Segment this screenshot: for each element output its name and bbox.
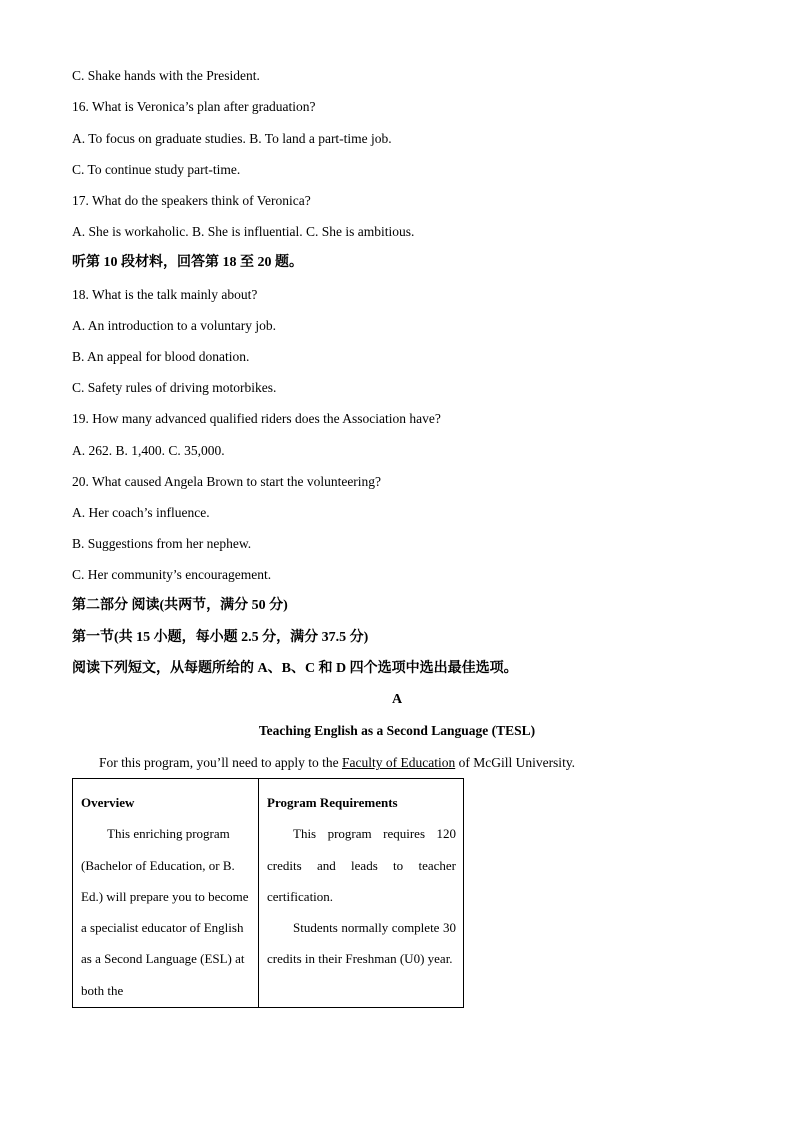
reading-instruction: 阅读下列短文，从每题所给的 A、B、C 和 D 四个选项中选出最佳选项。: [72, 661, 518, 676]
overview-text: This enriching program (Bachelor of Education, or B. Ed.) will prepare you to become a specialist educator of English as a Second Language (ESL) at both the: [81, 826, 249, 998]
section-instruction-10: 听第 10 段材料，回答第 18 至 20 题。: [72, 255, 303, 270]
option-20-a: A. Her coach’s influence.: [72, 505, 210, 520]
question-17: 17. What do the speakers think of Veronica?: [72, 193, 311, 208]
section-one-heading: 第一节(共 15 小题，每小题 2.5 分，满分 37.5 分): [72, 630, 369, 645]
option-18-c: C. Safety rules of driving motorbikes.: [72, 380, 277, 395]
intro-text-before: For this program, you’ll need to apply to the: [99, 755, 342, 770]
requirements-para-2: Students normally complete 30 credits in their Freshman (U0) year.: [267, 920, 456, 967]
option-line: C. Shake hands with the President.: [72, 68, 260, 83]
options-17: A. She is workaholic. B. She is influential. C. She is ambitious.: [72, 224, 415, 239]
part-two-heading: 第二部分 阅读(共两节，满分 50 分): [72, 598, 288, 613]
question-20: 20. What caused Angela Brown to start the volunteering?: [72, 474, 382, 489]
option-20-c: C. Her community’s encouragement.: [72, 567, 272, 582]
question-18: 18. What is the talk mainly about?: [72, 287, 258, 302]
requirements-para-1: This program requires 120 credits and leads to teacher certification.: [267, 826, 456, 904]
passage-letter: A: [391, 692, 403, 707]
overview-cell: [73, 779, 259, 1008]
overview-header: Overview: [81, 795, 135, 810]
requirements-header: Program Requirements: [267, 795, 398, 810]
options-16-ab: A. To focus on graduate studies. B. To land a part-time job.: [72, 131, 392, 146]
faculty-link[interactable]: Faculty of Education: [341, 755, 456, 770]
requirements-cell: [259, 779, 464, 1008]
program-table: [72, 778, 464, 1008]
passage-title: Teaching English as a Second Language (TESL): [258, 723, 536, 738]
option-16-c: C. To continue study part-time.: [72, 162, 241, 177]
option-20-b: B. Suggestions from her nephew.: [72, 536, 252, 551]
option-18-a: A. An introduction to a voluntary job.: [72, 318, 276, 333]
option-18-b: B. An appeal for blood donation.: [72, 349, 250, 364]
intro-text-after: of McGill University.: [455, 755, 576, 770]
question-16: 16. What is Veronica’s plan after graduation?: [72, 99, 316, 114]
options-19: A. 262. B. 1,400. C. 35,000.: [72, 443, 225, 458]
question-19: 19. How many advanced qualified riders does the Association have?: [72, 411, 441, 426]
passage-intro: [99, 755, 575, 771]
